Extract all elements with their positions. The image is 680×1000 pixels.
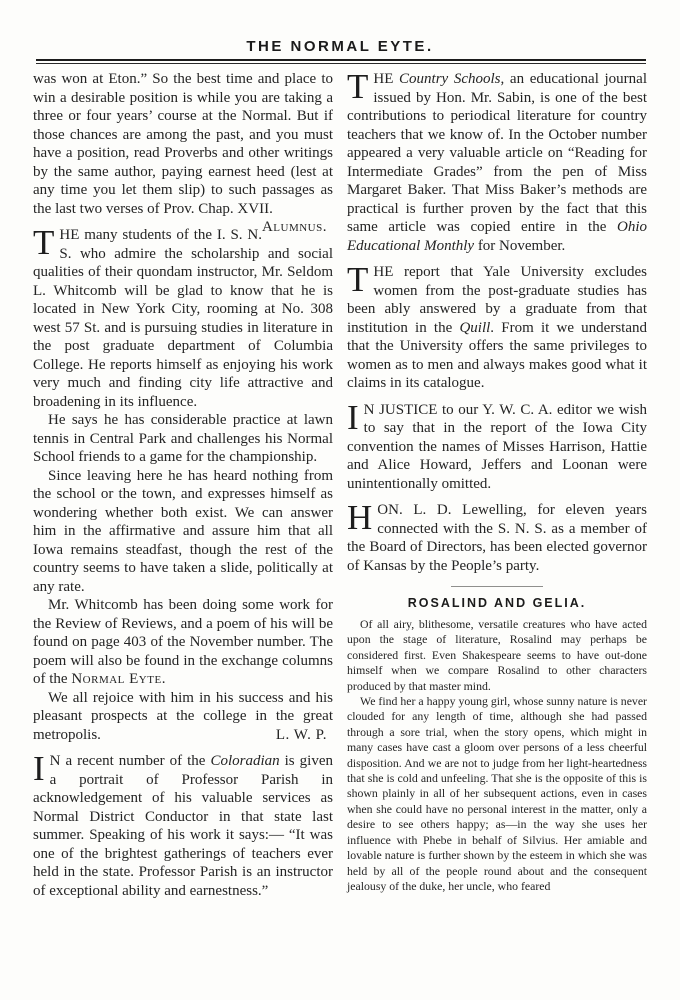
text-run: HE many students of the I. S. N. S. who admire the scholarship and social qualities of their quondam instructor, Mr. Seldom L. Whitcomb will be glad to know that he is located in New York City, rooming at No. 308 west 57 St. and is pursuing studies in literature in the post graduate department of Columbia College. He reports himself as enjoying his work very much and finding city life attractive and broadening in its influence. <box>33 227 333 410</box>
text-run: . <box>161 671 166 687</box>
dropcap-letter: T <box>347 67 369 106</box>
paragraph <box>33 70 333 235</box>
dropcap-letter: T <box>33 223 55 262</box>
dropcap-letter: H <box>347 498 373 537</box>
signature: L. W. P. <box>275 726 327 743</box>
paragraph <box>347 260 647 393</box>
text-run: Quill <box>459 319 491 336</box>
section-heading: ROSALIND AND GELIA. <box>407 596 587 610</box>
text-run: Of all airy, blithesome, versatile creatures who have acted upon the stage of literature, Rosalind may perhaps be considered first. Even Shakespeare seems to have out-done himself when we compare Rosalind to other characters produced by that master mind. <box>347 617 647 693</box>
text-run: . From it we understand that the University offers the same privileges to women as to men and always makes good what it claims in its catalogue. <box>347 319 647 391</box>
paragraph <box>347 498 647 575</box>
text-run: Country Schools <box>399 71 501 87</box>
text-run: HE report that Yale University excludes women from the post-graduate studies has been ably answered by a graduate from that institution in the <box>347 264 647 336</box>
paragraph <box>33 689 333 745</box>
text-run: N a recent number of the <box>49 753 211 769</box>
text-run: was won at Eton.” So the best time and place to win a desirable position is while you are taking a three or four years’ course at the Normal. But if those chances are among the past, and you must have a position, read Proverbs and other writings by the same author, paying earnest heed (lest at any time you let them slip) to such passages as the last two verses of Prov. Chap. XVII. <box>33 71 333 217</box>
header-double-rule <box>36 59 646 64</box>
left-column <box>33 70 333 900</box>
text-run: Ohio Educational Monthly <box>347 219 647 254</box>
text-run: is given a portrait of Professor Parish in acknowledgement of his valuable services as Normal District Conductor in that state last summer. Speaking of his work it says:— “It was one of the brightest gatherings of teachers ever held in the state. Professor Parish is an instructor of exceptional ability and earnestness.” <box>33 753 333 899</box>
text-run: Coloradian <box>210 753 280 769</box>
text-run: , an educational journal issued by Hon. Mr. Sabin, is one of the best contributions to periodical literature for country teachers that we know of. In the October number appeared a very valuable article on “Reading for Intermediate Grades” from the pen of Miss Margaret Baker. That Miss Baker’s methods are practical is further proven by the fact that this same article was copied entire in the <box>347 71 648 235</box>
paragraph <box>33 596 333 689</box>
text-run: for November. <box>474 237 566 254</box>
text-run: We find her a happy young girl, whose sunny nature is never clouded for any length of time, although she had passed through a sore trial, when the story opens, which might in many cases have cast a gloom over persons of a less cheerful disposition. And we are not to judge from her light-heartedness that she is cold and unfeeling. That she is the opposite of this is shown plainly in all of her subsequent actions, even in cases when she could have no personal interest in the matter, only a desire to see others happy; as—in the way she uses her influence with Phebe in behalf of Silvius. Her amiable and lovable nature is further shown by the esteem in which she was held by all of the people round about and the consequent jealousy of the duke, her uncle, who feared <box>347 694 647 893</box>
text-run: We all rejoice with him in his success and his pleasant prospects at the college in the great metropolis. <box>33 689 333 743</box>
paragraph <box>347 67 648 255</box>
dropcap-letter: I <box>33 749 45 788</box>
text-run: Since leaving here he has heard nothing from the school or the town, and expresses himself as wondering whether both exist. We can answer him in the affirmative and assure him that all Iowa remains steadfast, though the rest of the country seems to have taken a slide, politically at any rate. <box>33 467 333 595</box>
paragraph <box>33 749 333 900</box>
dropcap-letter: T <box>347 260 369 299</box>
paragraph <box>33 223 333 411</box>
signature: Alumnus. <box>261 219 327 235</box>
text-run: Mr. Whitcomb has been doing some work for the Review of Reviews, and a poem of his will be found on page 403 of the November number. The poem will also be found in the exchange columns of the <box>33 597 333 687</box>
text-run: HE <box>373 71 400 87</box>
dropcap-letter: I <box>347 397 359 437</box>
paragraph <box>33 467 333 597</box>
paragraph <box>347 397 647 494</box>
paragraph <box>347 617 647 694</box>
text-run: Normal Eyte <box>71 671 162 687</box>
page-header-title: THE NORMAL EYTE. <box>246 38 434 55</box>
right-column <box>347 67 648 894</box>
text-run: ON. L. D. Lewelling, for eleven years connected with the S. N. S. as a member of the Board of Directors, has been elected governor of Kansas by the People’s party. <box>347 502 647 574</box>
paragraph <box>347 694 647 894</box>
paragraph <box>33 411 333 467</box>
section-divider <box>451 586 543 587</box>
text-run: He says he has considerable practice at lawn tennis in Central Park and challenges his Normal School friends to a game for the championship. <box>33 412 333 465</box>
text-run: N JUSTICE to our Y. W. C. A. editor we wish to say that in the report of the Iowa City convention the names of Misses Harrison, Hattie and Alice Howard, Jeffers and Loonan were unintentionally omitted. <box>347 401 647 492</box>
